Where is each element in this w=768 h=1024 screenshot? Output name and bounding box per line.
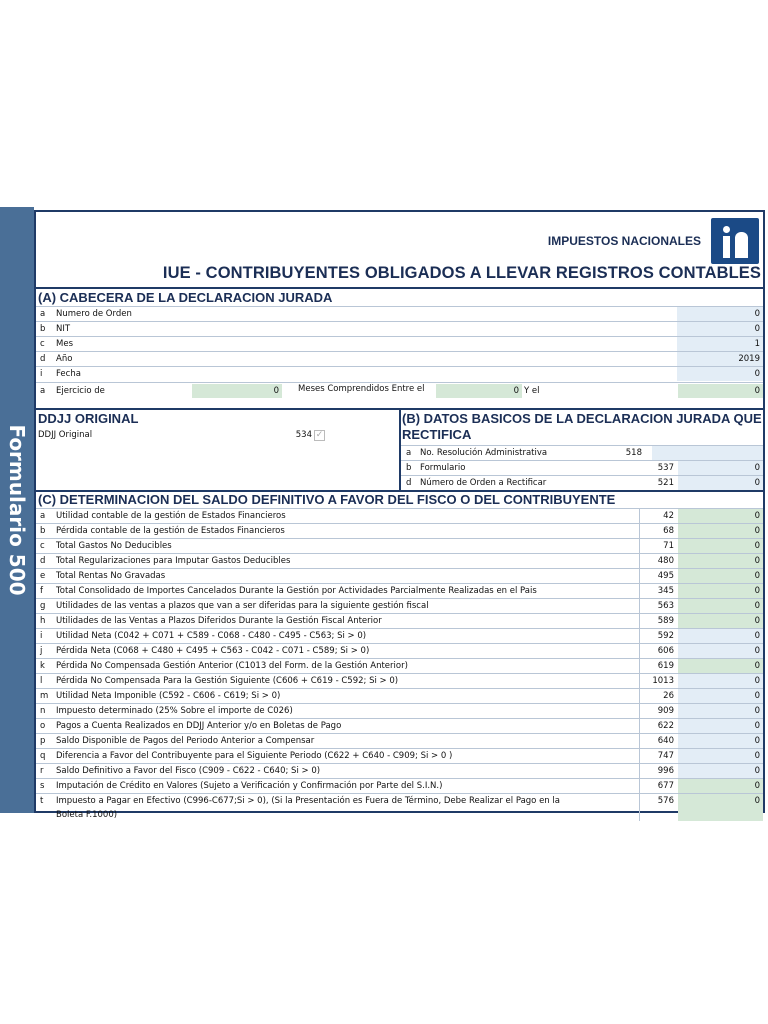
row-label: Saldo Disponible de Pagos del Periodo Anterior a Compensar <box>56 736 315 746</box>
row-label: Saldo Definitivo a Favor del Fisco (C909 - C622 - C640; Si > 0) <box>56 766 321 776</box>
row-code: 622 <box>639 719 677 733</box>
form-label: Formulario <box>420 463 466 473</box>
section-c-row <box>36 643 763 658</box>
row-letter: i <box>40 631 43 641</box>
row-letter: e <box>40 571 46 581</box>
row-letter: t <box>40 796 44 806</box>
year-field[interactable]: 2019 <box>677 352 763 366</box>
row-label: Utilidad contable de la gestión de Estados Financieros <box>56 511 286 521</box>
row-code: 1013 <box>639 674 677 688</box>
row-label: Utilidades de las Ventas a Plazos Diferidos Durante la Gestión Fiscal Anterior <box>56 616 382 626</box>
row-code: 495 <box>639 569 677 583</box>
row-letter: a <box>40 511 46 521</box>
row-label: Utilidad Neta Imponible (C592 - C606 - C619; Si > 0) <box>56 691 281 701</box>
ddjj-original-checkbox[interactable]: ✓ <box>315 430 324 440</box>
row-letter: p <box>40 736 46 746</box>
row-label: Impuesto determinado (25% Sobre el importe de C026) <box>56 706 293 716</box>
row-label: Total Regularizaciones para Imputar Gastos Deducibles <box>56 556 291 566</box>
rectify-form-field[interactable]: 0 <box>678 461 763 475</box>
row-code: 26 <box>639 689 677 703</box>
section-c-row <box>36 538 763 553</box>
section-b-title: (B) DATOS BASICOS DE LA DECLARACION JURADA QUE RECTIFICA <box>402 411 762 442</box>
row-label: Impuesto a Pagar en Efectivo (C996-C677;Si > 0), (Si la Presentación es Fuera de Término, Debe Realizar el Pago en la Boleta F.1000) <box>56 796 560 820</box>
divider <box>36 287 763 289</box>
row-code: 606 <box>639 644 677 658</box>
row-code: 71 <box>639 539 677 553</box>
form-code: 537 <box>657 463 674 473</box>
row-value-field[interactable]: 0 <box>678 764 763 778</box>
row-value-field[interactable]: 0 <box>678 749 763 763</box>
row-value-field[interactable]: 0 <box>678 614 763 628</box>
row-value-field[interactable]: 0 <box>678 569 763 583</box>
brand-name: IMPUESTOS NACIONALES <box>547 234 701 248</box>
row-label: Total Gastos No Deducibles <box>56 541 172 551</box>
row-letter: l <box>40 676 43 686</box>
row-letter: o <box>40 721 46 731</box>
section-c-row <box>36 748 763 763</box>
section-c-row <box>36 553 763 568</box>
section-c-row <box>36 793 763 821</box>
section-a-row: b NIT 0 <box>36 321 763 336</box>
section-c-row <box>36 673 763 688</box>
row-label: Total Rentas No Gravadas <box>56 571 166 581</box>
row-value-field[interactable]: 0 <box>678 509 763 523</box>
row-code: 480 <box>639 554 677 568</box>
row-label: Imputación de Crédito en Valores (Sujeto a Verificación y Confirmación por Parte del S.I.N.) <box>56 781 443 791</box>
row-label: Pérdida No Compensada Para la Gestión Siguiente (C606 + C619 - C592; Si > 0) <box>56 676 399 686</box>
row-label: Pérdida No Compensada Gestión Anterior (C1013 del Form. de la Gestión Anterior) <box>56 661 408 671</box>
row-code: 42 <box>639 509 677 523</box>
row-label: Utilidades de las ventas a plazos que van a ser diferidas para la siguiente gestión fiscal <box>56 601 429 611</box>
months-to-field[interactable]: 0 <box>678 384 763 398</box>
row-letter: h <box>40 616 46 626</box>
row-letter: m <box>40 691 49 701</box>
section-a-title: (A) CABECERA DE LA DECLARACION JURADA <box>38 290 333 305</box>
row-label: Pagos a Cuenta Realizados en DDJJ Anterior y/o en Boletas de Pago <box>56 721 342 731</box>
section-c-row <box>36 583 763 598</box>
row-value-field[interactable]: 0 <box>678 554 763 568</box>
row-label: Diferencia a Favor del Contribuyente para el Siguiente Periodo (C622 + C640 - C909; Si > 0 ) <box>56 751 453 761</box>
resolution-label: No. Resolución Administrativa <box>420 448 548 458</box>
form-header <box>36 212 763 270</box>
row-code: 640 <box>639 734 677 748</box>
row-label: Utilidad Neta (C042 + C071 + C589 - C068 - C480 - C495 - C563; Si > 0) <box>56 631 367 641</box>
row-letter: b <box>40 526 46 536</box>
ddjj-original-title: DDJJ ORIGINAL <box>38 411 139 426</box>
row-value-field[interactable]: 0 <box>678 689 763 703</box>
row-code: 576 <box>639 794 677 821</box>
row-value-field[interactable]: 0 <box>678 599 763 613</box>
and-label: Y el <box>524 386 540 396</box>
row-letter: c <box>40 541 45 551</box>
fiscal-year-field[interactable]: 0 <box>192 384 282 398</box>
row-letter: f <box>40 586 43 596</box>
months-between-label: Meses Comprendidos Entre el <box>298 384 425 394</box>
section-c-row <box>36 598 763 613</box>
row-code: 619 <box>639 659 677 673</box>
row-code: 677 <box>639 779 677 793</box>
row-code: 68 <box>639 524 677 538</box>
nit-field[interactable]: 0 <box>677 322 763 336</box>
months-from-field[interactable]: 0 <box>436 384 522 398</box>
row-value-field[interactable]: 0 <box>678 719 763 733</box>
fiscal-year-label: Ejercicio de <box>56 386 105 396</box>
rectify-order-label: Número de Orden a Rectificar <box>420 478 547 488</box>
section-c-row <box>36 703 763 718</box>
section-a-row: a Numero de Orden 0 <box>36 306 763 321</box>
row-value-field[interactable]: 0 <box>678 674 763 688</box>
section-a-row: c Mes 1 <box>36 336 763 351</box>
date-field[interactable]: 0 <box>677 367 763 381</box>
rectify-order-code: 521 <box>657 478 674 488</box>
row-value-field[interactable]: 0 <box>678 794 763 821</box>
row-letter: g <box>40 601 46 611</box>
row-code: 589 <box>639 614 677 628</box>
ddjj-original-code: 534 <box>295 430 312 440</box>
row-code: 592 <box>639 629 677 643</box>
row-letter: n <box>40 706 46 716</box>
row-letter: r <box>40 766 44 776</box>
row-value-field[interactable]: 0 <box>678 734 763 748</box>
impuestos-logo-icon <box>711 218 759 264</box>
order-number-field[interactable]: 0 <box>677 307 763 321</box>
section-c-row <box>36 763 763 778</box>
section-c-row <box>36 508 763 523</box>
section-c-row <box>36 718 763 733</box>
row-value-field[interactable]: 0 <box>678 584 763 598</box>
row-value-field[interactable]: 0 <box>678 779 763 793</box>
row-code: 747 <box>639 749 677 763</box>
section-c-row <box>36 628 763 643</box>
row-code: 996 <box>639 764 677 778</box>
section-c-row <box>36 733 763 748</box>
ddjj-original-label: DDJJ Original <box>38 430 93 440</box>
section-c-row <box>36 613 763 628</box>
resolution-code: 518 <box>625 448 642 458</box>
row-letter: j <box>40 646 43 656</box>
row-letter: s <box>40 781 45 791</box>
month-field[interactable]: 1 <box>677 337 763 351</box>
resolution-field[interactable] <box>652 446 763 460</box>
form-title: IUE - CONTRIBUYENTES OBLIGADOS A LLEVAR REGISTROS CONTABLES <box>162 264 761 282</box>
row-code: 909 <box>639 704 677 718</box>
section-c-row <box>36 688 763 703</box>
row-code: 563 <box>639 599 677 613</box>
section-c-row <box>36 568 763 583</box>
row-label: Pérdida contable de la gestión de Estados Financieros <box>56 526 285 536</box>
form-number-label: Formulario 500 <box>5 424 29 596</box>
row-letter: k <box>40 661 45 671</box>
row-letter: d <box>40 556 46 566</box>
row-value-field[interactable]: 0 <box>678 704 763 718</box>
row-value-field[interactable]: 0 <box>678 644 763 658</box>
section-c-row <box>36 523 763 538</box>
row-value-field[interactable]: 0 <box>678 524 763 538</box>
row-value-field[interactable]: 0 <box>678 539 763 553</box>
row-code: 345 <box>639 584 677 598</box>
tax-form: IMPUESTOS NACIONALES IUE - CONTRIBUYENTES OBLIGADOS A LLEVAR REGISTROS CONTABLES (A) CABECERA DE LA DECLARACION JURADA a Numero de Orden 0 b NIT 0 c Mes 1 d Año 2019 i Fecha 0 a Ejercicio de 0 Meses Comprendidos Entre el 0 Y el 0 DDJJ ORIGINAL DDJJ Original 534 ✓ (B) DATOS BASICOS DE LA DECLARACION JURADA QUE RECTIFICA a No. Resolución Administrativa 518 b Formulario 537 0 d Número de Orden a Rectificar 521 0 (C) DETERMINACION DEL SALDO DEFINITIVO A FAVOR DEL FISCO O DEL CONTRIBUYENTE a Utilidad contable de la gestión de Estados Financieros 42 0 b Pérdida contable de la gestión de Estados Financieros 68 0 c Total Gastos No Deducibles 71 0 d Total Regularizaciones para Imputar Gastos Deducibles 480 0 e Total Rentas No Gravadas 495 0 f Total Consolidado de Importes Cancelados Durante la Gestión por Actividades Parcialmente Realizadas en el Pais 345 0 g Utilidades de las ventas a plazos que van a ser diferidas para la siguiente gestión fiscal 563 0 h Utilidades de las Ventas a Plazos Diferidos Durante la Gestión Fiscal Anterior 589 0 i Utilidad Neta (C042 + C071 + C589 - C068 - C480 - C495 - C563; Si > 0) 592 0 j Pérdida Neta (C068 + C480 + C495 + C563 - C042 - C071 - C589; Si > 0) 606 0 k Pérdida No Compensada Gestión Anterior (C1013 del Form. de la Gestión Anterior) 619 0 l Pérdida No Compensada Para la Gestión Siguiente (C606 + C619 - C592; Si > 0) 1013 0 m Utilidad Neta Imponible (C592 - C606 - C619; Si > 0) 26 0 n Impuesto determinado (25% Sobre el importe de C026) 909 0 o Pagos a Cuenta Realizados en DDJJ Anterior y/o en Boletas de Pago 622 0 p Saldo Disponible de Pagos del Periodo Anterior a Compensar 640 0 q Diferencia a Favor del Contribuyente para el Siguiente Periodo (C622 + C640 - C909; Si > 0 ) 747 0 r Saldo Definitivo a Favor del Fisco (C909 - C622 - C640; Si > 0) 996 0 s Imputación de Crédito en Valores (Sujeto a Verificación y Confirmación por Parte del S.I.N.) 677 0 t Impuesto a Pagar en Efectivo (C996-C677;Si > 0), (Si la Presentación es Fuera de Término, Debe Realizar el Pago en la Boleta F.1000) 576 0 <box>34 210 765 813</box>
section-c-row <box>36 778 763 793</box>
row-label: Total Consolidado de Importes Cancelados Durante la Gestión por Actividades Parcialmente Realizadas en el Pais <box>56 586 537 596</box>
row-value-field[interactable]: 0 <box>678 629 763 643</box>
rectify-order-field[interactable]: 0 <box>678 476 763 490</box>
row-label: Pérdida Neta (C068 + C480 + C495 + C563 - C042 - C071 - C589; Si > 0) <box>56 646 370 656</box>
section-a-row: i Fecha 0 <box>36 366 763 381</box>
row-value-field[interactable]: 0 <box>678 659 763 673</box>
section-c-row <box>36 658 763 673</box>
section-c-title: (C) DETERMINACION DEL SALDO DEFINITIVO A FAVOR DEL FISCO O DEL CONTRIBUYENTE <box>38 492 616 507</box>
row-letter: q <box>40 751 46 761</box>
section-a-row: d Año 2019 <box>36 351 763 366</box>
